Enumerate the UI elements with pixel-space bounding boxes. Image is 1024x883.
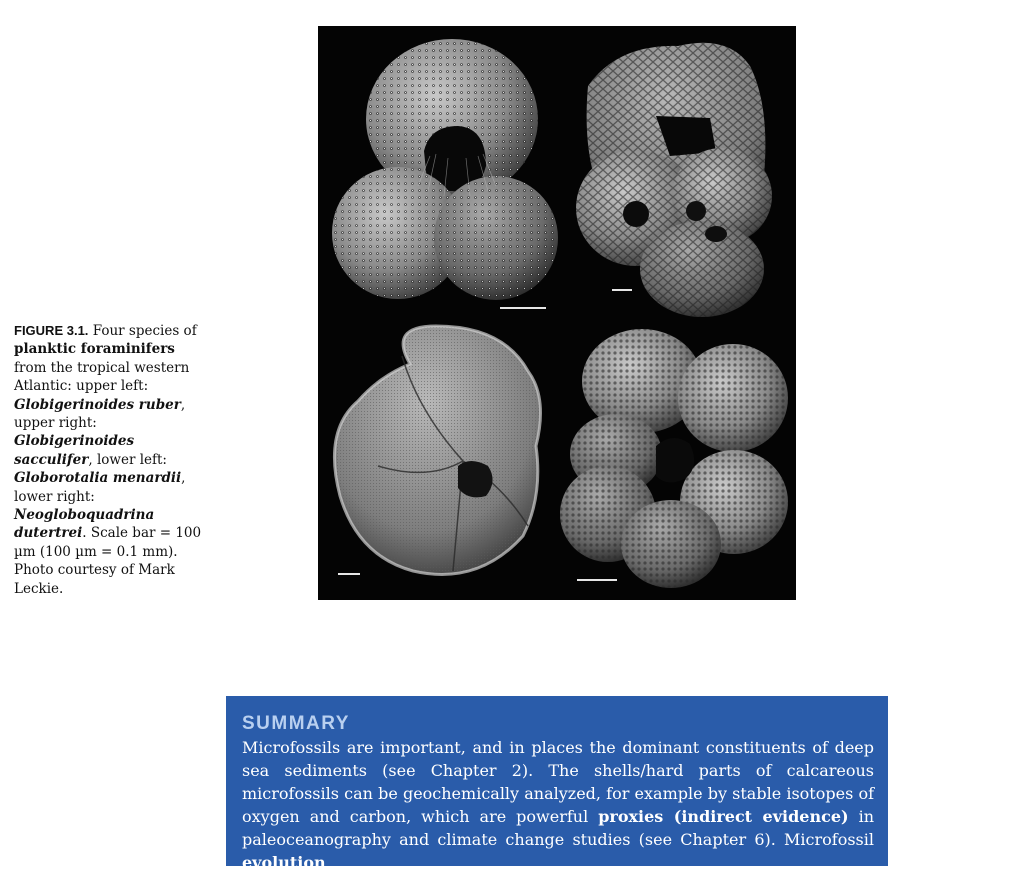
- summary-body: [242, 736, 874, 874]
- summary-box: [226, 696, 888, 872]
- caption-text-3: , upper right:: [14, 396, 186, 432]
- specimen-sacculifer: [576, 43, 772, 317]
- scale-bar: [577, 579, 617, 581]
- summary-text-2: in paleoceanography and climate change studies (see Chapter 6). Microfossil: [242, 807, 875, 849]
- summary-term-proxies: proxies (indirect evidence): [598, 807, 849, 826]
- caption-species-menardii: Globorotalia menardii: [14, 470, 182, 487]
- summary-title: SUMMARY: [242, 713, 350, 734]
- specimen-ruber: [332, 39, 558, 309]
- summary-term-evolution: evolution: [242, 853, 326, 872]
- scale-bar: [612, 289, 632, 291]
- caption-species-ruber: Globigerinoides ruber: [14, 396, 181, 413]
- figure-caption: [14, 322, 210, 598]
- caption-text-4: , lower left:: [88, 451, 167, 468]
- caption-term-planktic-foraminifers: planktic foraminifers: [14, 341, 175, 358]
- specimen-menardii: [334, 326, 540, 575]
- summary-text-1: Microfossils are important, and in places the dominant constituents of deep sea sediments (see Chapter 2). The shells/hard parts of calcareous microfossils can be geochemically analyzed, for example by stable isotopes of oxygen and carbon, which are powerful: [242, 738, 874, 826]
- specimen-dutertrei: [560, 329, 788, 588]
- caption-species-dutertrei: Neogloboquadrina dutertrei: [14, 507, 155, 542]
- caption-species-sacculifer: Globigerinoides sacculifer: [14, 433, 135, 468]
- figure-label: FIGURE 3.1.: [14, 323, 89, 338]
- scale-bar: [338, 573, 360, 575]
- scale-bar: [500, 307, 546, 309]
- caption-text-2: from the tropical western Atlantic: upper left:: [14, 359, 190, 395]
- caption-text-5: , lower right:: [14, 470, 186, 505]
- caption-text-6: . Scale bar = 100 µm (100 µm = 0.1 mm). Photo courtesy of Mark Leckie.: [14, 525, 202, 597]
- caption-text-1: Four species of: [92, 323, 197, 339]
- sem-photo-panel: [318, 26, 796, 600]
- foraminifera-illustration: [318, 26, 796, 600]
